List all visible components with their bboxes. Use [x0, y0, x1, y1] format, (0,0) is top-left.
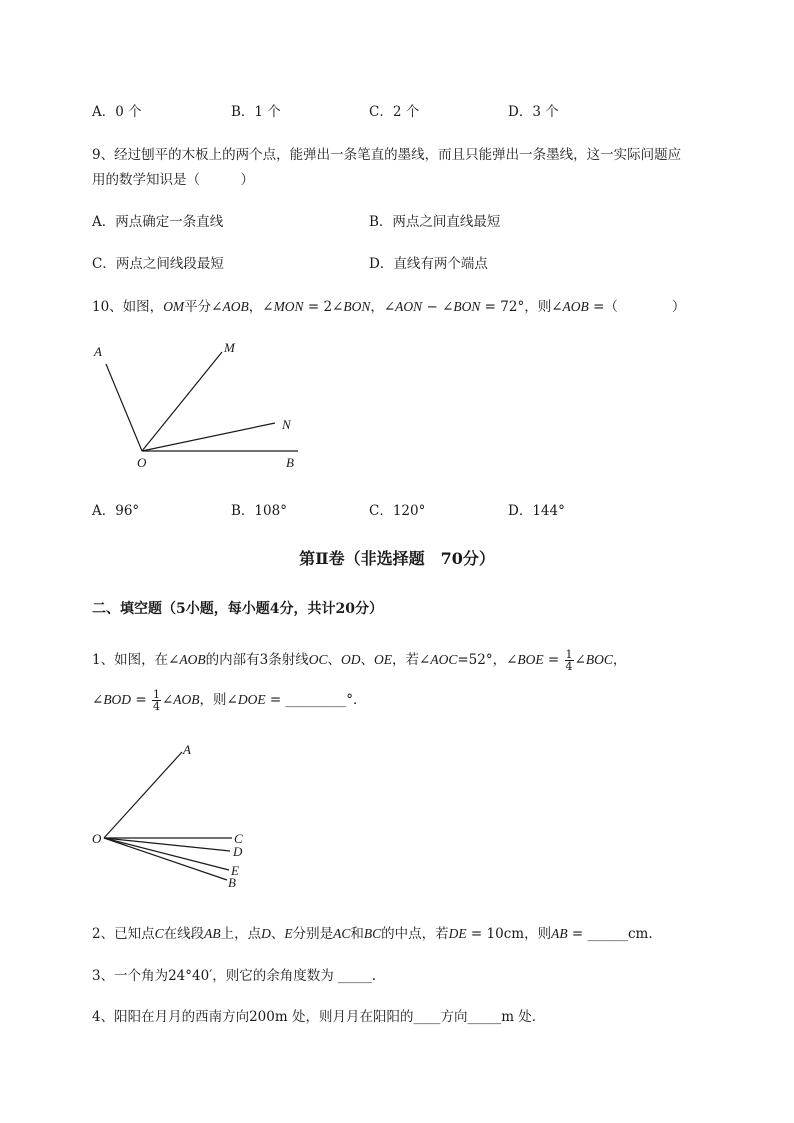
f2-text: = ______cm.: [567, 926, 653, 942]
q8-option-b: B．1 个: [231, 104, 281, 120]
f1-frac-num: 1: [565, 648, 573, 661]
f2-text: 分别是: [292, 926, 334, 942]
f1-text: ∠: [574, 652, 586, 668]
f2-ab: AB: [204, 926, 221, 941]
q8-option-a: A．0 个: [92, 104, 142, 120]
f2-text: 、: [270, 926, 285, 942]
f2-ac: AC: [333, 926, 351, 941]
f1-text: ，: [612, 652, 627, 668]
f1-label-o: O: [92, 831, 102, 846]
f1-text: =52°，∠: [457, 652, 518, 668]
q10-label-n: N: [282, 417, 291, 432]
f1-oc: OC: [308, 652, 328, 667]
q9-stem-line2: 用的数学知识是（ ）: [92, 172, 254, 188]
f1-text: = _________°．: [265, 692, 367, 708]
f1-frac-den: 4: [152, 700, 160, 713]
q10-option-d: D．144°: [508, 503, 565, 519]
f4-stem: 4、阳阳在月月的西南方向200m 处，则月月在阳阳的____方向_____m 处．: [92, 1009, 546, 1025]
f1-bod: BOD: [103, 692, 132, 707]
f1-label-d: D: [233, 844, 243, 859]
q10-label-o: O: [137, 455, 147, 470]
q10-text: 10、如图，: [92, 299, 164, 315]
f2-point-d: D: [261, 926, 271, 941]
q8-option-d: D．3 个: [508, 104, 559, 120]
q10-bon: BON: [453, 299, 481, 314]
q10-text: =（ ）: [588, 299, 686, 315]
q9-option-c: C．两点之间线段最短: [92, 256, 224, 272]
q10-aon: AON: [395, 299, 423, 314]
part2-title: 第Ⅱ卷（非选择题 70分）: [299, 549, 495, 568]
f1-oe: OE: [374, 652, 393, 667]
f1-text: 1、如图，在∠: [92, 652, 180, 668]
f2-point-c: C: [154, 926, 164, 941]
f1-frac-num: 1: [152, 688, 160, 701]
f1-label-b: B: [228, 875, 236, 890]
f1-boe: BOE: [517, 652, 544, 667]
f2-text: 上，点: [220, 926, 262, 942]
q10-option-c: C．120°: [369, 503, 426, 519]
section2-heading: 二、填空题（5小题，每小题4分，共计20分）: [92, 601, 383, 617]
f1-aoc: AOC: [430, 652, 458, 667]
q10-label-m: M: [224, 340, 235, 355]
f1-doe: DOE: [237, 692, 266, 707]
f2-bc: BC: [363, 926, 382, 941]
f1-text: =: [131, 692, 151, 708]
f2-text: = 10cm，则: [466, 926, 552, 942]
f1-text: 、: [327, 652, 342, 668]
f1-aob: AOB: [173, 692, 200, 707]
q10-label-a: A: [94, 344, 102, 359]
q10-mon: MON: [273, 299, 304, 314]
q10-om: OM: [163, 299, 185, 314]
f2-text: 和: [350, 926, 364, 942]
f1-fraction: [565, 649, 574, 672]
f1-label-e: E: [231, 863, 239, 878]
f1-ray-oe: [104, 838, 229, 870]
q10-text: ，∠: [248, 299, 274, 315]
q10-text: = 72°，则∠: [480, 299, 563, 315]
f2-text: 在线段: [163, 926, 205, 942]
f1-od: OD: [341, 652, 361, 667]
q10-label-b: B: [286, 455, 294, 470]
q9-option-a: A．两点确定一条直线: [92, 214, 224, 230]
q10-aob: AOB: [562, 299, 589, 314]
f1-text: 、: [360, 652, 375, 668]
f1-ray-oa: [104, 752, 182, 838]
q10-text: ，∠: [370, 299, 396, 315]
f1-text: ，若∠: [392, 652, 431, 668]
f1-stem-line2: [92, 688, 367, 712]
f2-point-e: E: [284, 926, 293, 941]
q10-text: = 2∠: [303, 299, 344, 315]
f1-stem-line1: [92, 648, 626, 672]
f1-label-c: C: [234, 831, 243, 846]
f2-text: 的中点，若: [381, 926, 449, 942]
f1-text: ∠: [161, 692, 174, 708]
f1-label-a: A: [183, 742, 191, 757]
f3-stem: 3、一个角为24°40′，则它的余角度数为 _____.: [92, 968, 377, 984]
q9-stem-line1: 9、经过刨平的木板上的两个点，能弹出一条笔直的墨线，而且只能弹出一条墨线，这一实际问题应: [92, 147, 682, 163]
q10-text: − ∠: [422, 299, 454, 315]
f1-boc: BOC: [585, 652, 613, 667]
q10-text: 平分∠: [184, 299, 223, 315]
f1-text: ，则∠: [199, 692, 238, 708]
q10-option-a: A．96°: [92, 503, 140, 519]
f2-ab: AB: [551, 926, 568, 941]
q8-option-c: C．2 个: [369, 104, 420, 120]
f1-text: 的内部有3条射线: [205, 652, 309, 668]
f2-text: 2、已知点: [92, 926, 155, 942]
q10-ray-oa: [106, 364, 142, 451]
f2-stem: [92, 922, 653, 942]
f1-frac-den: 4: [565, 660, 573, 673]
f1-aob: AOB: [179, 652, 206, 667]
f1-text: =: [543, 652, 564, 668]
q10-aob: AOB: [222, 299, 249, 314]
q9-option-d: D．直线有两个端点: [369, 256, 488, 272]
q10-bon: BON: [343, 299, 371, 314]
f1-fraction: [152, 689, 161, 712]
f2-de: DE: [448, 926, 467, 941]
q10-option-b: B．108°: [231, 503, 287, 519]
q9-option-b: B．两点之间直线最短: [369, 214, 501, 230]
f1-text: ∠: [92, 692, 104, 708]
